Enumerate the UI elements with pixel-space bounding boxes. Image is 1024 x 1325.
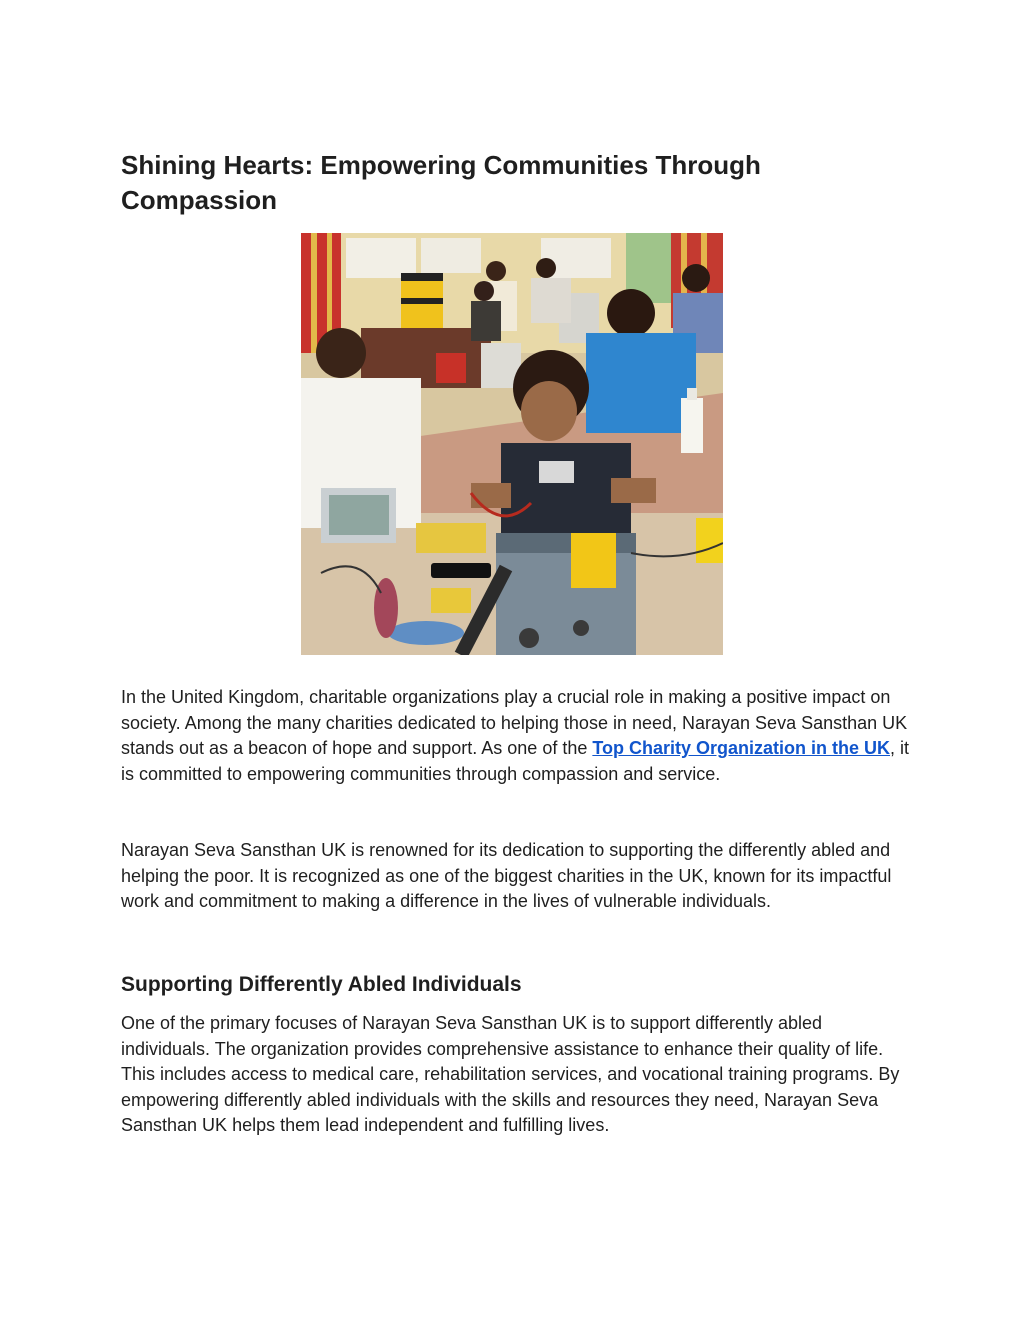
page-title: Shining Hearts: Empowering Communities Through Compassion (121, 150, 761, 215)
workshop-photo (301, 233, 723, 655)
top-charity-link[interactable]: Top Charity Organization in the UK (592, 738, 891, 758)
body-paragraph-3: One of the primary focuses of Narayan Seva Sansthan UK is to support differently abled individuals. The organization provides comprehensive assistance to enhance their quality of life. This includes access to medical care, rehabilitation services, and vocational training programs. By empowering differently abled individuals with the skills and resources they need, Narayan Seva Sansthan UK helps them lead independent and fulfilling lives. (121, 1013, 900, 1135)
body-paragraph-2: Narayan Seva Sansthan UK is renowned for its dedication to supporting the differently abled and helping the poor. It is recognized as one of the biggest charities in the UK, known for its impactful work and commitment to making a difference in the lives of vulnerable individuals. (121, 840, 892, 911)
intro-text-before-link: In the United Kingdom, charitable organizations play a crucial role in making a positive impact on society. Among the many charities dedicated to helping those in need, Narayan Seva Sansthan UK stands out as a beacon of hope and support. As one of the (121, 687, 908, 758)
intro-text-after-link: , it is committed to empowering communities through compassion and service. (121, 738, 910, 784)
section-heading: Supporting Differently Abled Individuals (121, 973, 522, 996)
intro-paragraph (121, 685, 911, 787)
